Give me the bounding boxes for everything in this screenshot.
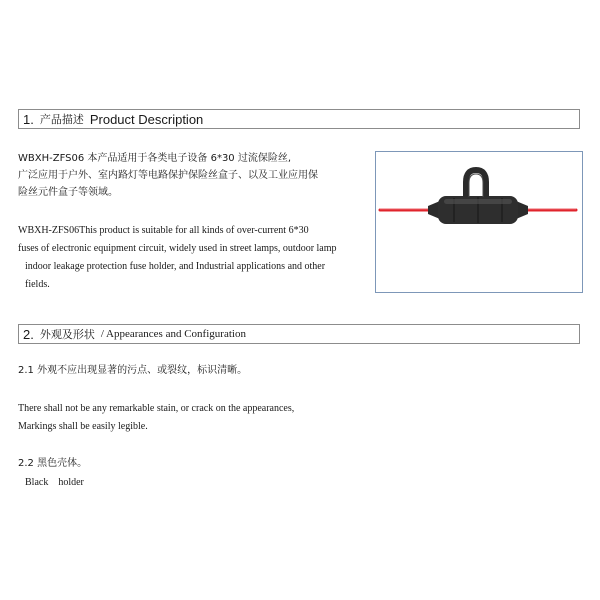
section-title-en: / Appearances and Configuration (100, 328, 246, 340)
item-2-2-zh: 2.2 黑色壳体。 (18, 458, 88, 469)
section-number: 1. (23, 111, 34, 127)
section-header-product-description (18, 109, 580, 129)
description-en-line-4: fields. (25, 279, 50, 290)
description-zh-line-3: 险丝元件盒子等领域。 (18, 187, 118, 198)
description-en-line-3: indoor leakage protection fuse holder, and Industrial applications and other (25, 261, 326, 272)
section-title-zh: 产品描述 (39, 113, 84, 126)
item-2-2-en: Black holder (25, 477, 84, 488)
item-2-1-en-line-1: There shall not be any remarkable stain, or crack on the appearances, (18, 403, 295, 414)
description-zh-line-2: 广泛应用于户外、室内路灯等电路保护保险丝盒子、以及工业应用保 (18, 170, 318, 181)
description-zh-line-1: WBXH-ZFS06 本产品适用于各类电子设备 6*30 过流保险丝, (18, 153, 292, 164)
item-2-1-en-line-2: Markings shall be easily legible. (18, 421, 148, 432)
section-title-zh: 外观及形状 (39, 328, 95, 341)
section-number: 2. (23, 326, 34, 342)
section-header-appearances (18, 324, 580, 344)
product-image-frame (375, 151, 583, 293)
description-en-line-2: fuses of electronic equipment circuit, widely used in street lamps, outdoor lamp (18, 243, 337, 254)
description-en-line-1: WBXH-ZFS06This product is suitable for all kinds of over-current 6*30 (18, 225, 309, 236)
fuse-holder-image (376, 152, 582, 292)
item-2-1-zh: 2.1 外观不应出现显著的污点、或裂纹，标识清晰。 (18, 365, 248, 376)
section-title-en: Product Description (89, 111, 204, 127)
